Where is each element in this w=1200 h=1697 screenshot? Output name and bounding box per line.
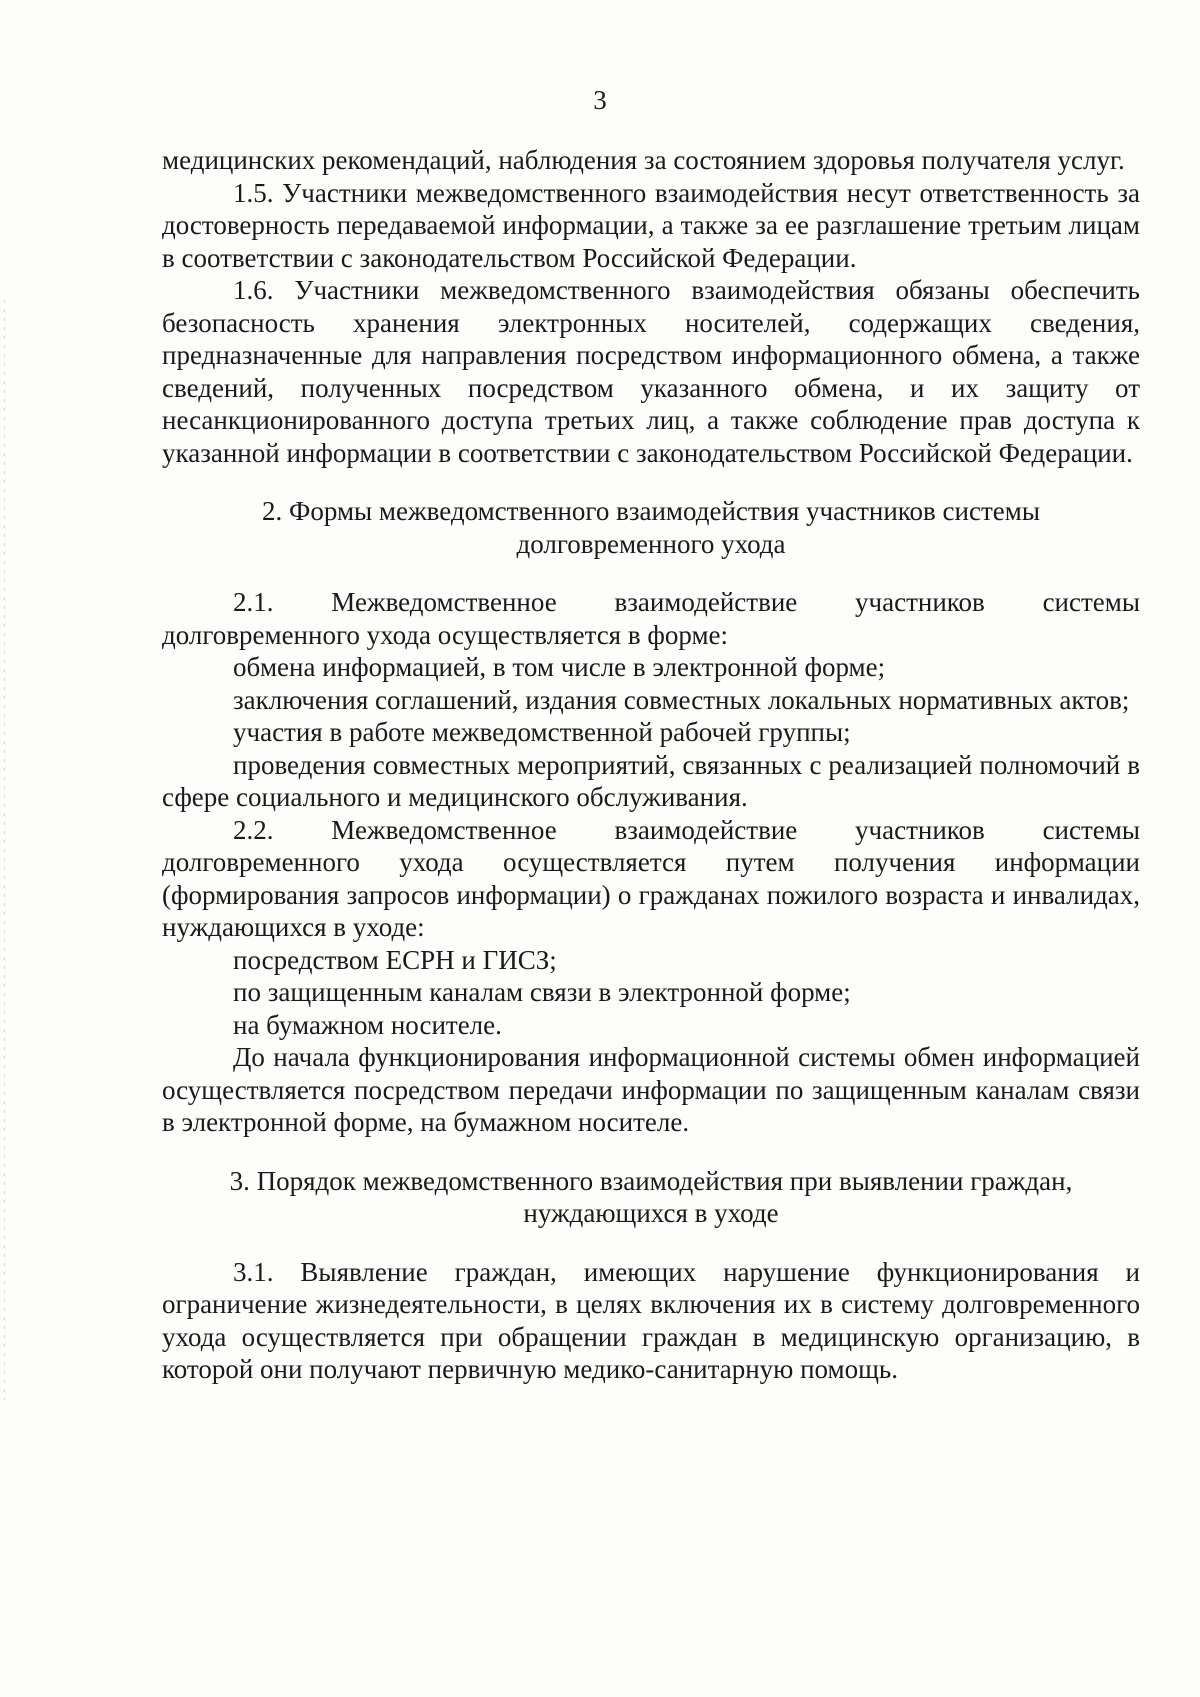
paragraph-1-5: 1.5. Участники межведомственного взаимодействия несут ответственность за достоверность передаваемой информации, а также за ее разглашение третьим лицам в соответствии с законодательством Российской Федерации. bbox=[162, 177, 1140, 273]
list-item-2-1-b: заключения соглашений, издания совместных локальных нормативных актов; bbox=[233, 684, 1130, 715]
paragraph-2-2: 2.2. Межведомственное взаимодействие участников системы долговременного ухода осуществляется путем получения информации (формирования запросов информации) о гражданах пожилого возраста и инвалидах, нуждающихся в уходе: bbox=[162, 814, 1140, 942]
list-item-2-2-c: на бумажном носителе. bbox=[233, 1009, 502, 1040]
paragraph-2-2-tail: До начала функционирования информационной системы обмен информацией осуществляется посредством передачи информации по защищенным каналам связи в электронной форме, на бумажном носителе. bbox=[162, 1042, 1140, 1137]
section-2-heading-line-2: долговременного ухода bbox=[516, 528, 786, 559]
section-2-heading-line-1: 2. Формы межведомственного взаимодействия участников системы bbox=[262, 496, 1040, 526]
section-2-heading bbox=[162, 495, 1140, 560]
section-3-heading-line-1: 3. Порядок межведомственного взаимодействия при выявлении граждан, bbox=[229, 1165, 1073, 1196]
scan-edge-artifact bbox=[4, 300, 5, 1400]
list-item-2-2-a: посредством ЕСРН и ГИСЗ; bbox=[233, 944, 557, 975]
paragraph-3-1: 3.1. Выявление граждан, имеющих нарушение функционирования и ограничение жизнедеятельности, в целях включения их в систему долговременного ухода осуществляется при обращении граждан в медицинскую организацию, в которой они получают первичную медико-санитарную помощь. bbox=[162, 1256, 1140, 1384]
list-item-2-1-a: обмена информацией, в том числе в электронной форме; bbox=[233, 652, 886, 682]
page-number: 3 bbox=[593, 85, 607, 115]
list-item-2-1-c: участия в работе межведомственной рабочей группы; bbox=[233, 717, 851, 747]
paragraph-2-1: 2.1. Межведомственное взаимодействие участников системы долговременного ухода осуществляется в форме: bbox=[162, 587, 1140, 650]
paragraph-1-6: 1.6. Участники межведомственного взаимодействия обязаны обеспечить безопасность хранения электронных носителей, содержащих сведения, предназначенные для направления посредством информационного обмена, а также сведений, полученных посредством указанного обмена, и их защиту от несанкционированного доступа третьих лиц, а также соблюдение прав доступа к указанной информации в соответствии с законодательством Российской Федерации. bbox=[162, 275, 1140, 468]
document-body bbox=[162, 144, 1140, 1386]
paragraph-1-4-tail: медицинских рекомендаций, наблюдения за состоянием здоровья получателя услуг. bbox=[162, 145, 1125, 175]
section-3-heading-line-2: нуждающихся в уходе bbox=[523, 1198, 779, 1228]
list-item-2-2-b: по защищенным каналам связи в электронной форме; bbox=[233, 977, 851, 1007]
list-item-2-1-d: проведения совместных мероприятий, связанных с реализацией полномочий в сфере социального и медицинского обслуживания. bbox=[162, 749, 1140, 812]
section-3-heading bbox=[162, 1165, 1140, 1230]
